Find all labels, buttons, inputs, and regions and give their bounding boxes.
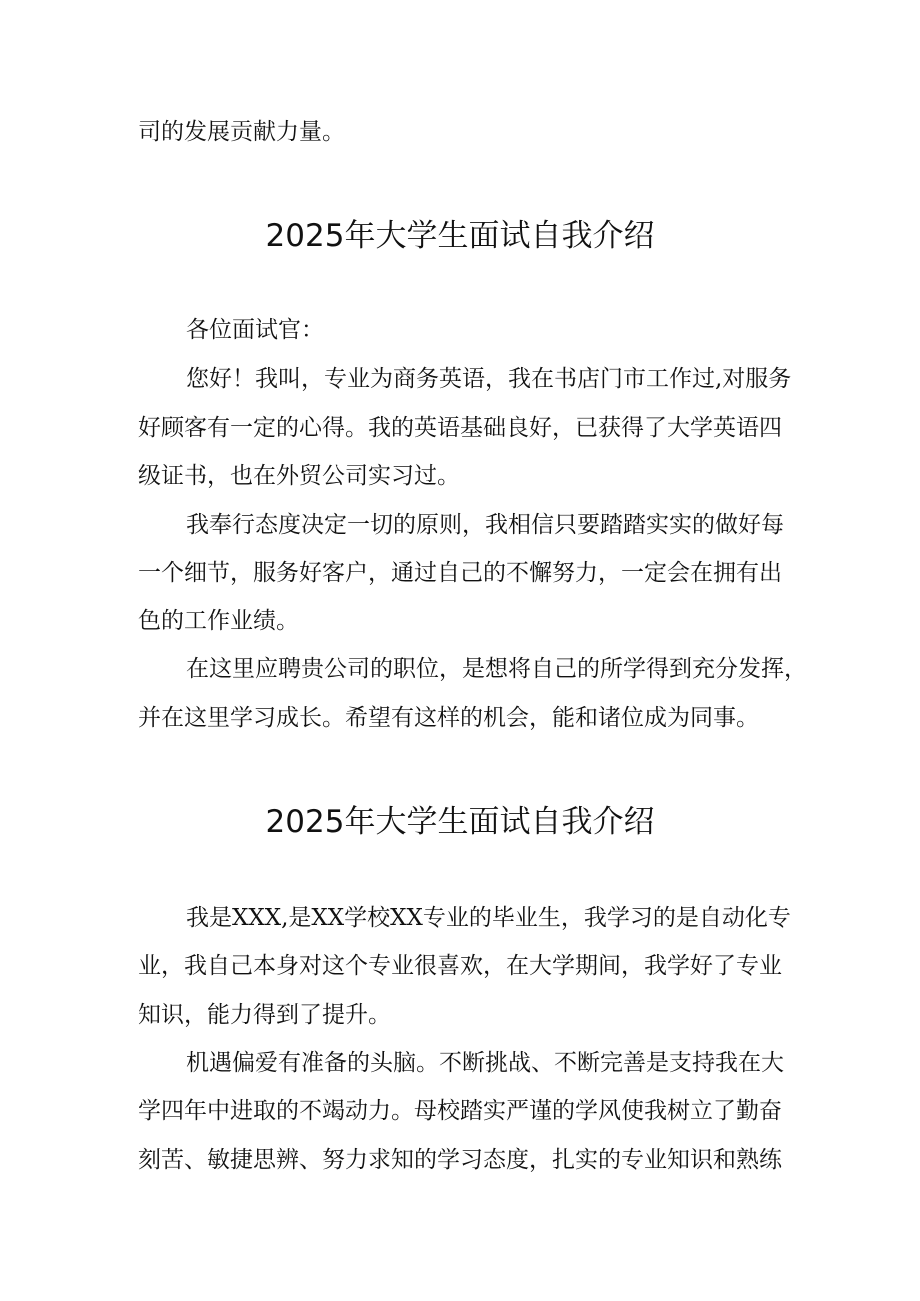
s1-p1-line-2: 好顾客有一定的心得。我的英语基础良好，已获得了大学英语四	[138, 415, 782, 441]
s1-p1-line-3: 级证书，也在外贸公司实习过。	[138, 463, 460, 489]
s1-p3-line-1: 在这里应聘贵公司的职位，是想将自己的所学得到充分发挥，	[186, 656, 807, 682]
s2-p1-line-3: 知识，能力得到了提升。	[138, 1002, 391, 1028]
s1-p2-line-3: 色的工作业绩。	[138, 608, 299, 634]
s2-p2-line-3: 刻苦、敏捷思辨、努力求知的学习态度，扎实的专业知识和熟练	[138, 1147, 782, 1173]
s2-p2-line-2: 学四年中进取的不竭动力。母校踏实严谨的学风使我树立了勤奋	[138, 1098, 782, 1124]
s1-p2-line-2: 一个细节，服务好客户，通过自己的不懈努力，一定会在拥有出	[138, 560, 782, 586]
s1-p2-line-1: 我奉行态度决定一切的原则，我相信只要踏踏实实的做好每	[186, 512, 784, 538]
s1-p3-line-2: 并在这里学习成长。希望有这样的机会，能和诸位成为同事。	[138, 705, 759, 731]
s2-p1-line-1: 我是XXX,是XX学校XX专业的毕业生，我学习的是自动化专	[186, 905, 791, 931]
s2-p1-line-2: 业，我自己本身对这个专业很喜欢，在大学期间，我学好了专业	[138, 953, 782, 979]
carryover-line: 司的发展贡献力量。	[138, 119, 345, 145]
s1-p1-line-1: 您好！我叫，专业为商务英语，我在书店门市工作过,对服务	[186, 366, 792, 392]
section-1-title: 2025年大学生面试自我介绍	[265, 218, 655, 254]
s2-p2-line-1: 机遇偏爱有准备的头脑。不断挑战、不断完善是支持我在大	[186, 1050, 784, 1076]
section-2-title: 2025年大学生面试自我介绍	[265, 804, 655, 840]
salutation: 各位面试官：	[186, 317, 324, 343]
